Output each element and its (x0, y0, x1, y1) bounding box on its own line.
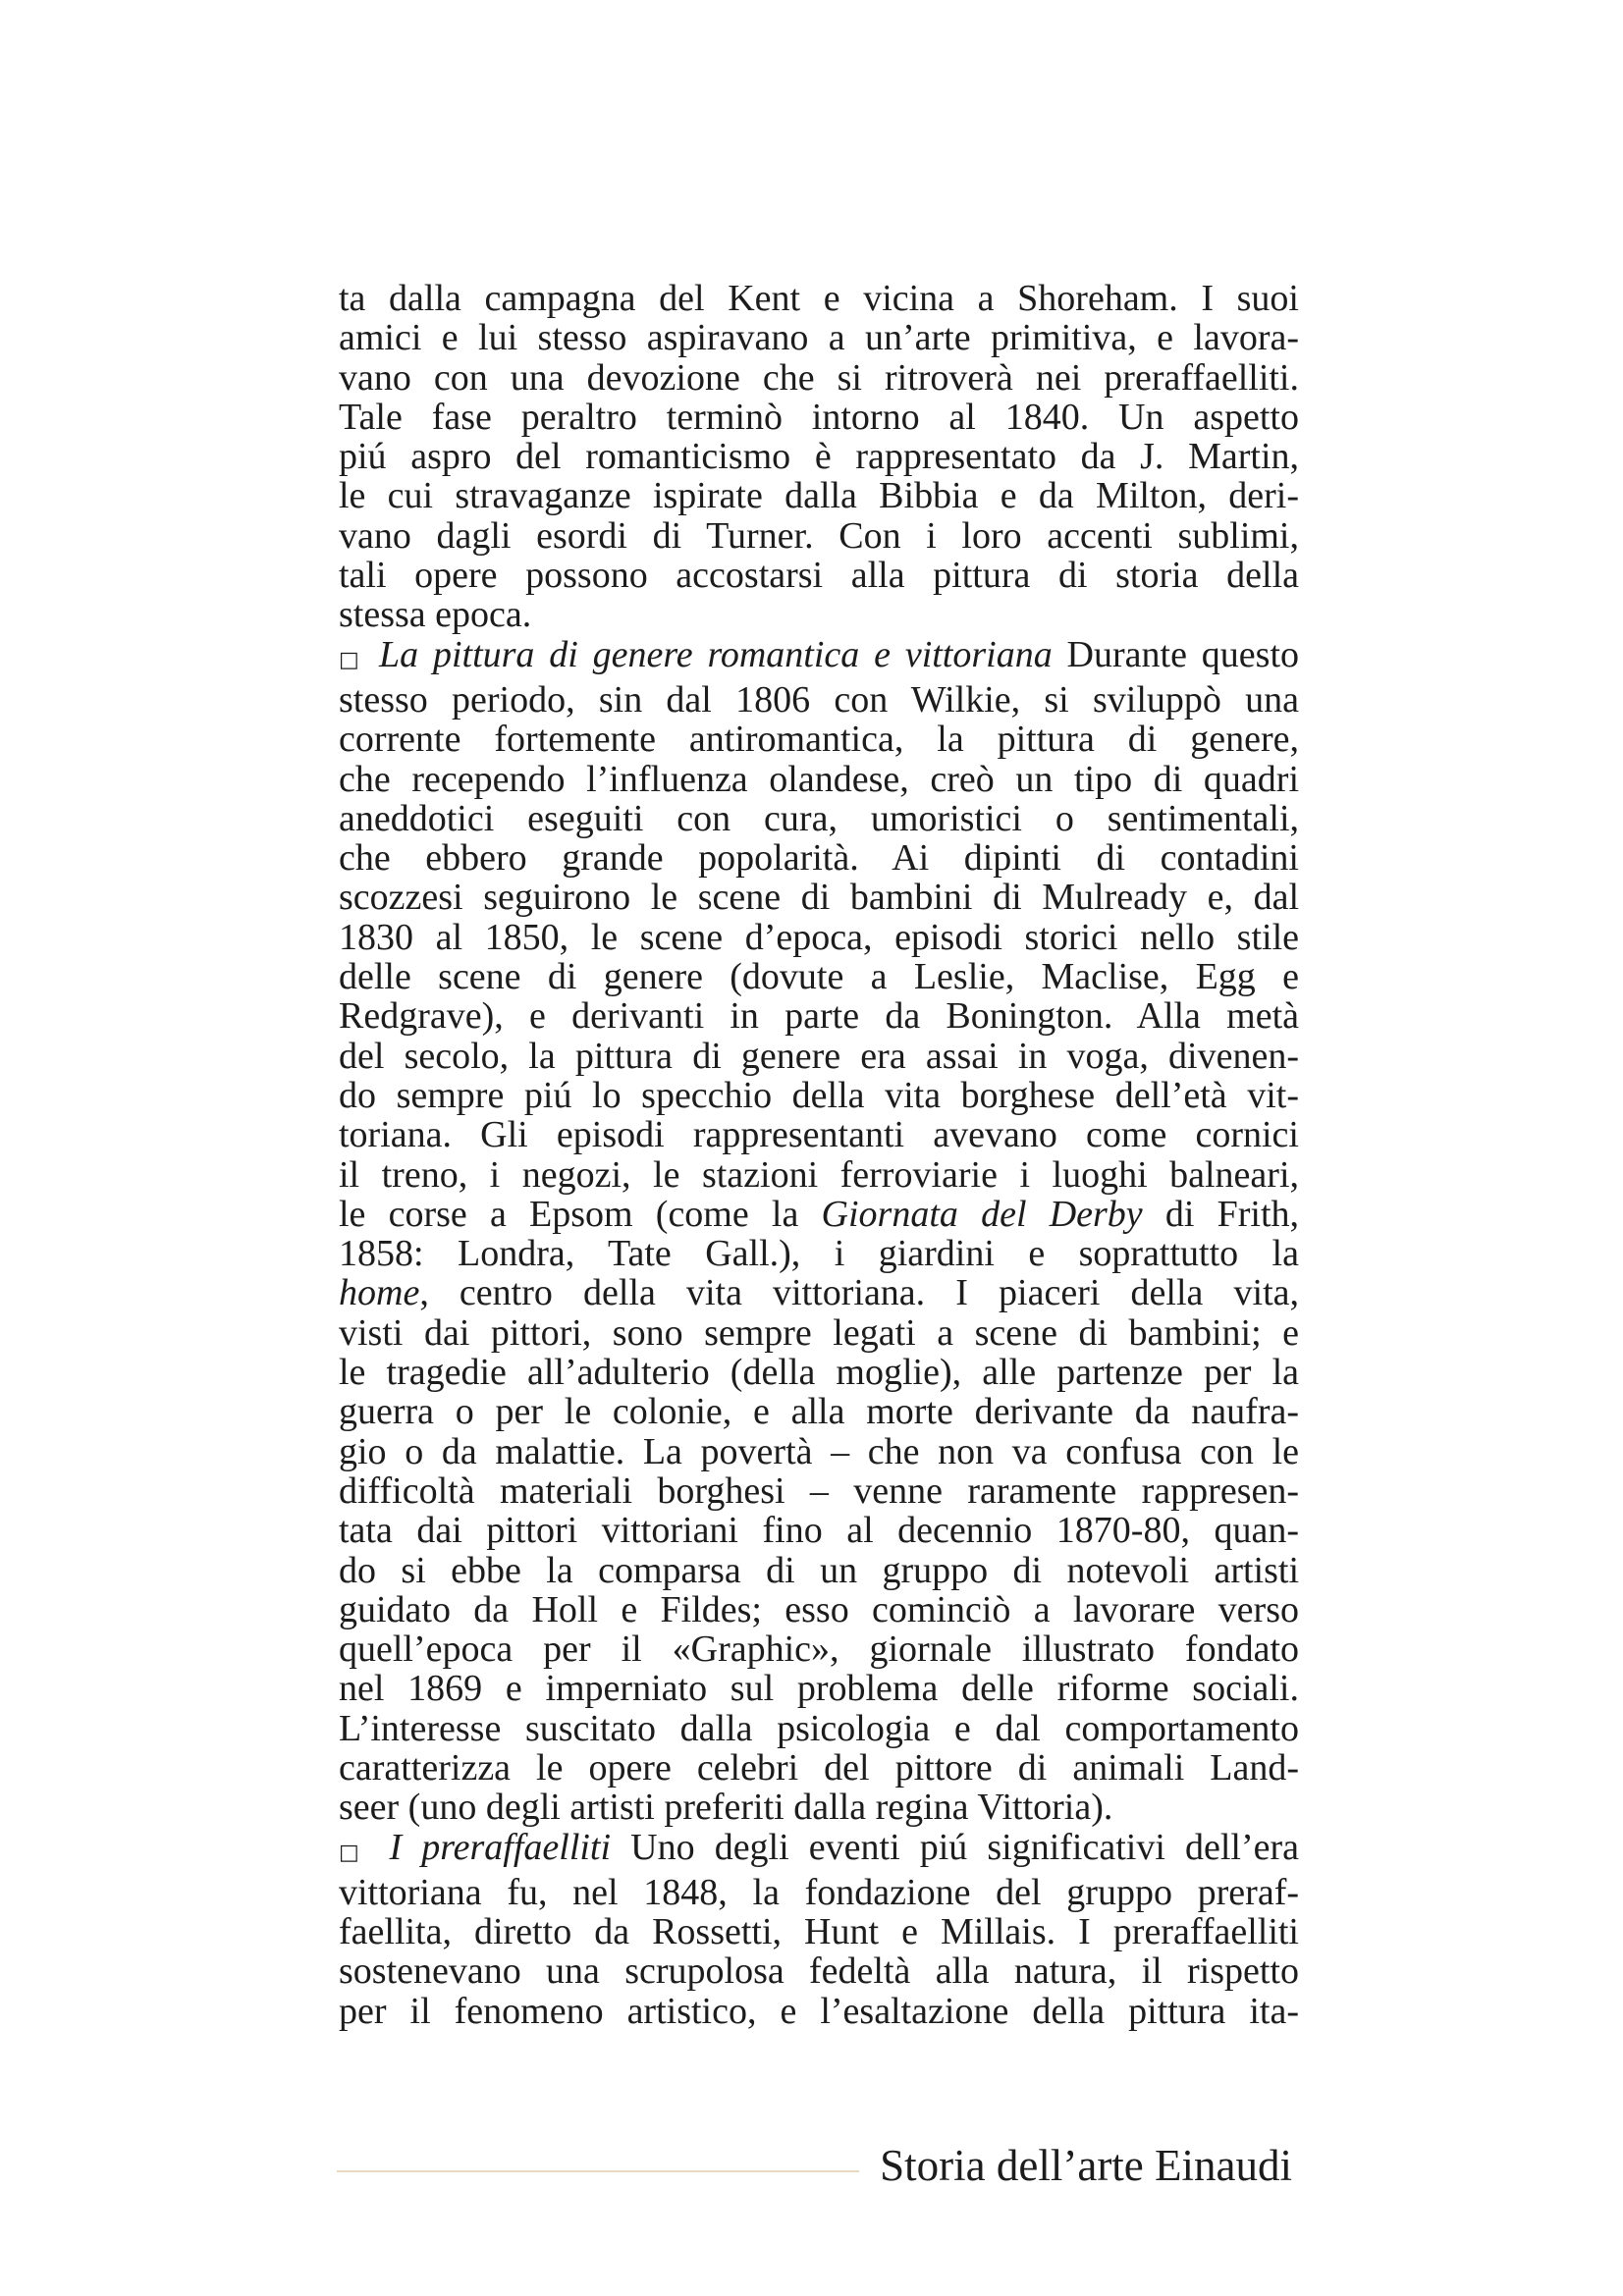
text-run: quell’epoca per il «Graphic», giornale illustrato fondato (339, 1629, 1299, 1671)
text-line (339, 1392, 1299, 1431)
square-bullet-icon: □ (339, 1840, 370, 1865)
italic-text: home (339, 1272, 420, 1314)
text-line (339, 1788, 1299, 1827)
text-line (339, 1912, 1299, 1951)
text-run: che recependo l’influenza olandese, creò un tipo di quadri (339, 758, 1299, 800)
text-run (364, 634, 379, 675)
text-line (339, 1590, 1299, 1629)
text-run: stesso periodo, sin dal 1806 con Wilkie, si sviluppò una (339, 678, 1299, 721)
text-line (339, 1709, 1299, 1748)
text-run: L’interesse suscitato dalla psicologia e dal comportamento (339, 1707, 1299, 1749)
text-line (339, 1115, 1299, 1154)
text-line (339, 1155, 1299, 1195)
text-run: per il fenomeno artistico, e l’esaltazione della pittura ita- (339, 1990, 1299, 2032)
text-line (339, 1432, 1299, 1471)
italic-text: La pittura di genere romantica e vittoriana (378, 633, 1053, 675)
text-run: tali opere possono accostarsi alla pittura di storia della (339, 555, 1299, 597)
text-line (339, 957, 1299, 996)
text-line (339, 760, 1299, 799)
text-run: do sempre piú lo specchio della vita borghese dell’età vit- (339, 1074, 1299, 1116)
text-run: amici e lui stesso aspiravano a un’arte primitiva, e lavora- (339, 317, 1299, 359)
text-run: 1858: Londra, Tate Gall.), i giardini e soprattutto la (339, 1233, 1299, 1275)
text-line (339, 1037, 1299, 1076)
text-run: il treno, i negozi, le stazioni ferroviarie i luoghi balneari, (339, 1153, 1299, 1196)
text-run: Redgrave), e derivanti in parte da Bonington. Alla metà (339, 995, 1299, 1038)
paragraph (339, 635, 1299, 1828)
paragraph (339, 1828, 1299, 2031)
text-run: vittoriana fu, nel 1848, la fondazione del gruppo preraf- (339, 1871, 1299, 1913)
text-line (339, 720, 1299, 759)
text-line (339, 279, 1299, 318)
text-run: 1830 al 1850, le scene d’epoca, episodi storici nello stile (339, 916, 1299, 958)
text-line (339, 358, 1299, 398)
text-run: visti dai pittori, sono sempre legati a scene di bambini; e (339, 1311, 1299, 1354)
body-text (339, 279, 1299, 2031)
italic-text: Giornata del Derby (821, 1193, 1143, 1235)
text-line (339, 996, 1299, 1036)
text-line (339, 595, 1299, 634)
text-line (339, 516, 1299, 556)
text-run: le tragedie all’adulterio (della moglie), alle partenze per la (339, 1352, 1299, 1394)
text-run: toriana. Gli episodi rappresentanti avevano come cornici (339, 1114, 1299, 1156)
text-run: do si ebbe la comparsa di un gruppo di notevoli artisti (339, 1549, 1299, 1591)
text-run: caratterizza le opere celebri del pittore di animali Land- (339, 1746, 1299, 1789)
text-run: sostenevano una scrupolosa fedeltà alla natura, il rispetto (339, 1950, 1299, 1993)
text-run: guerra o per le colonie, e alla morte derivante da naufra- (339, 1391, 1299, 1433)
text-run: , centro della vita vittoriana. I piaceri della vita, (419, 1272, 1299, 1314)
text-run: piú aspro del romanticismo è rappresentato da J. Martin, (339, 436, 1299, 478)
text-line (339, 556, 1299, 595)
text-line (339, 680, 1299, 720)
text-line (339, 1076, 1299, 1115)
square-bullet-icon: □ (339, 647, 365, 672)
text-run: faellita, diretto da Rossetti, Hunt e Millais. I preraffaelliti (339, 1911, 1299, 1953)
text-line (339, 1353, 1299, 1392)
text-line (339, 476, 1299, 515)
paragraph (339, 279, 1299, 635)
text-run: scozzesi seguirono le scene di bambini di Mulready e, dal (339, 877, 1299, 919)
text-line (339, 1195, 1299, 1234)
text-line (339, 1273, 1299, 1312)
text-run: ta dalla campagna del Kent e vicina a Shoreham. I suoi (339, 278, 1299, 319)
text-run: nel 1869 e imperniato sul problema delle riforme sociali. (339, 1668, 1299, 1710)
italic-text: I preraffaelliti (389, 1826, 612, 1868)
text-line (339, 878, 1299, 917)
text-run: Tale fase peraltro terminò intorno al 1840. Un aspetto (339, 396, 1299, 438)
text-run: delle scene di genere (dovute a Leslie, Maclise, Egg e (339, 956, 1299, 998)
text-run: seer (uno degli artisti preferiti dalla regina Vittoria). (339, 1787, 1113, 1829)
text-run: di Frith, (1142, 1193, 1300, 1235)
text-run: vano con una devozione che si ritroverà nei preraffaelliti. (339, 356, 1299, 399)
text-run: del secolo, la pittura di genere era assai in voga, divenen- (339, 1035, 1299, 1077)
text-line (339, 838, 1299, 878)
text-run: Uno degli eventi piú significativi dell’era (611, 1826, 1300, 1868)
text-run: che ebbero grande popolarità. Ai dipinti di contadini (339, 837, 1299, 880)
footer-rule (337, 2170, 859, 2172)
text-run: aneddotici eseguiti con cura, umoristici o sentimentali, (339, 797, 1299, 839)
text-run: gio o da malattie. La povertà – che non va confusa con le (339, 1430, 1299, 1472)
text-run: le corse a Epsom (come la (339, 1193, 822, 1235)
text-run: vano dagli esordi di Turner. Con i loro accenti sublimi, (339, 514, 1299, 557)
text-line (339, 799, 1299, 838)
text-line (339, 1234, 1299, 1273)
text-line (339, 1748, 1299, 1788)
text-run: Durante questo (1052, 633, 1299, 675)
text-line (339, 1511, 1299, 1550)
text-line (339, 918, 1299, 957)
text-line (339, 1471, 1299, 1511)
text-line (339, 398, 1299, 437)
text-line (339, 1313, 1299, 1353)
text-line (339, 1551, 1299, 1590)
text-run: guidato da Holl e Fildes; esso cominciò a lavorare verso (339, 1588, 1299, 1630)
text-line (339, 318, 1299, 357)
text-line (339, 1629, 1299, 1669)
text-line (339, 437, 1299, 476)
text-line (339, 635, 1299, 680)
text-run: difficoltà materiali borghesi – venne raramente rappresen- (339, 1469, 1299, 1512)
text-line (339, 1992, 1299, 2031)
text-line (339, 1873, 1299, 1912)
text-run: le cui stravaganze ispirate dalla Bibbia e da Milton, deri- (339, 475, 1299, 517)
text-line (339, 1951, 1299, 1991)
text-line (339, 1828, 1299, 1873)
text-run: tata dai pittori vittoriani fino al decennio 1870-80, quan- (339, 1510, 1299, 1552)
text-run: corrente fortemente antiromantica, la pittura di genere, (339, 719, 1299, 761)
text-run (369, 1827, 389, 1868)
text-line (339, 1669, 1299, 1708)
text-run: stessa epoca. (339, 594, 532, 636)
footer-series-title: Storia dell’arte Einaudi (880, 2141, 1292, 2190)
